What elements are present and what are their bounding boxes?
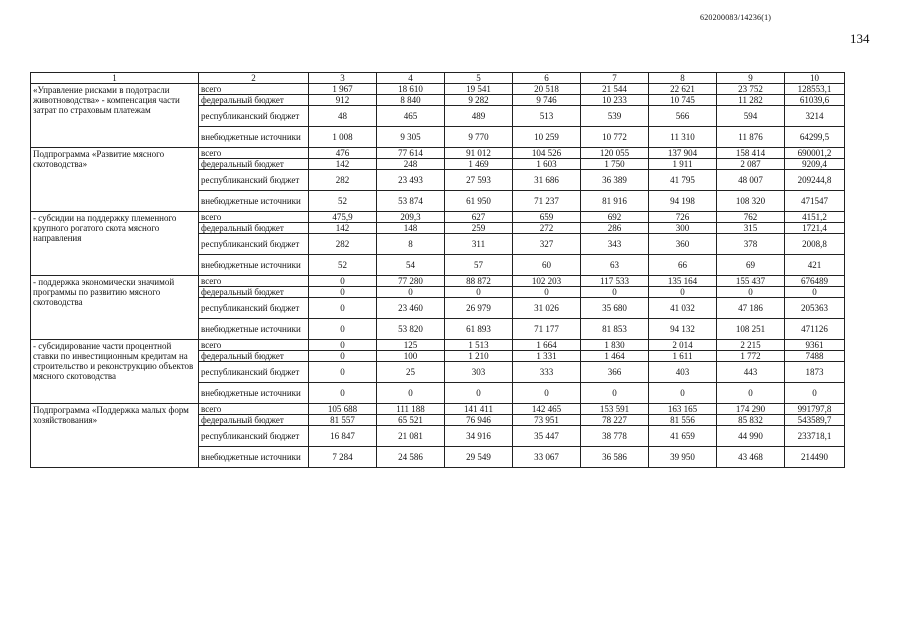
value-cell: 105 688 bbox=[309, 404, 377, 415]
value-cell: 10 745 bbox=[649, 95, 717, 106]
value-cell: 1 603 bbox=[513, 159, 581, 170]
funding-source: республиканский бюджет bbox=[199, 362, 309, 383]
value-cell: 11 282 bbox=[717, 95, 785, 106]
value-cell: 762 bbox=[717, 212, 785, 223]
funding-source: республиканский бюджет bbox=[199, 234, 309, 255]
value-cell: 214490 bbox=[785, 447, 845, 468]
value-cell: 421 bbox=[785, 255, 845, 276]
value-cell: 117 533 bbox=[581, 276, 649, 287]
value-cell: 1 464 bbox=[581, 351, 649, 362]
value-cell: 60 bbox=[513, 255, 581, 276]
value-cell: 53 874 bbox=[377, 191, 445, 212]
value-cell: 1 331 bbox=[513, 351, 581, 362]
funding-source: внебюджетные источники bbox=[199, 383, 309, 404]
funding-source: республиканский бюджет bbox=[199, 106, 309, 127]
value-cell: 108 320 bbox=[717, 191, 785, 212]
value-cell: 19 541 bbox=[445, 84, 513, 95]
column-number: 9 bbox=[717, 73, 785, 84]
value-cell: 659 bbox=[513, 212, 581, 223]
value-cell: 205363 bbox=[785, 298, 845, 319]
value-cell: 66 bbox=[649, 255, 717, 276]
value-cell: 594 bbox=[717, 106, 785, 127]
value-cell: 61 950 bbox=[445, 191, 513, 212]
value-cell: 315 bbox=[717, 223, 785, 234]
value-cell: 23 752 bbox=[717, 84, 785, 95]
budget-table bbox=[30, 72, 845, 468]
value-cell: 128553,1 bbox=[785, 84, 845, 95]
value-cell: 174 290 bbox=[717, 404, 785, 415]
value-cell: 33 067 bbox=[513, 447, 581, 468]
value-cell: 0 bbox=[581, 383, 649, 404]
value-cell: 471547 bbox=[785, 191, 845, 212]
value-cell: 209244,8 bbox=[785, 170, 845, 191]
value-cell: 9 746 bbox=[513, 95, 581, 106]
value-cell: 726 bbox=[649, 212, 717, 223]
value-cell: 27 593 bbox=[445, 170, 513, 191]
value-cell: 10 259 bbox=[513, 127, 581, 148]
value-cell: 1 911 bbox=[649, 159, 717, 170]
value-cell: 0 bbox=[649, 287, 717, 298]
section-description: Подпрограмма «Развитие мясного скотоводства» bbox=[31, 148, 199, 212]
value-cell: 476 bbox=[309, 148, 377, 159]
value-cell: 0 bbox=[785, 383, 845, 404]
value-cell: 25 bbox=[377, 362, 445, 383]
funding-source: федеральный бюджет bbox=[199, 223, 309, 234]
value-cell: 69 bbox=[717, 255, 785, 276]
value-cell: 38 778 bbox=[581, 426, 649, 447]
value-cell: 120 055 bbox=[581, 148, 649, 159]
value-cell: 88 872 bbox=[445, 276, 513, 287]
value-cell: 1 513 bbox=[445, 340, 513, 351]
funding-source: внебюджетные источники bbox=[199, 127, 309, 148]
value-cell: 0 bbox=[309, 383, 377, 404]
value-cell: 23 493 bbox=[377, 170, 445, 191]
value-cell: 0 bbox=[445, 383, 513, 404]
value-cell: 539 bbox=[581, 106, 649, 127]
value-cell: 676489 bbox=[785, 276, 845, 287]
value-cell: 21 544 bbox=[581, 84, 649, 95]
value-cell: 0 bbox=[309, 319, 377, 340]
value-cell: 81 557 bbox=[309, 415, 377, 426]
value-cell: 259 bbox=[445, 223, 513, 234]
value-cell: 282 bbox=[309, 234, 377, 255]
value-cell: 0 bbox=[309, 287, 377, 298]
value-cell: 52 bbox=[309, 255, 377, 276]
value-cell: 163 165 bbox=[649, 404, 717, 415]
funding-source: внебюджетные источники bbox=[199, 319, 309, 340]
column-number: 5 bbox=[445, 73, 513, 84]
value-cell: 48 007 bbox=[717, 170, 785, 191]
column-number: 4 bbox=[377, 73, 445, 84]
table-row bbox=[31, 340, 845, 351]
value-cell: 8 840 bbox=[377, 95, 445, 106]
value-cell: 327 bbox=[513, 234, 581, 255]
value-cell: 52 bbox=[309, 191, 377, 212]
value-cell: 0 bbox=[309, 351, 377, 362]
value-cell: 35 447 bbox=[513, 426, 581, 447]
value-cell: 11 876 bbox=[717, 127, 785, 148]
value-cell: 0 bbox=[785, 287, 845, 298]
funding-source: республиканский бюджет bbox=[199, 170, 309, 191]
funding-source: республиканский бюджет bbox=[199, 298, 309, 319]
value-cell: 85 832 bbox=[717, 415, 785, 426]
funding-source: внебюджетные источники bbox=[199, 255, 309, 276]
value-cell: 3214 bbox=[785, 106, 845, 127]
value-cell: 16 847 bbox=[309, 426, 377, 447]
page-number: 134 bbox=[850, 31, 870, 46]
section-description: - поддержка экономически значимой программы по развитию мясного скотоводства bbox=[31, 276, 199, 340]
value-cell: 35 680 bbox=[581, 298, 649, 319]
value-cell: 366 bbox=[581, 362, 649, 383]
funding-source: внебюджетные источники bbox=[199, 191, 309, 212]
value-cell: 20 518 bbox=[513, 84, 581, 95]
value-cell: 0 bbox=[309, 276, 377, 287]
value-cell: 1 967 bbox=[309, 84, 377, 95]
value-cell: 1 008 bbox=[309, 127, 377, 148]
funding-source: республиканский бюджет bbox=[199, 426, 309, 447]
value-cell: 76 946 bbox=[445, 415, 513, 426]
value-cell: 1721,4 bbox=[785, 223, 845, 234]
value-cell: 11 310 bbox=[649, 127, 717, 148]
value-cell: 94 198 bbox=[649, 191, 717, 212]
value-cell: 77 280 bbox=[377, 276, 445, 287]
funding-source: федеральный бюджет bbox=[199, 415, 309, 426]
section-description: Подпрограмма «Поддержка малых форм хозяйствования» bbox=[31, 404, 199, 468]
value-cell: 272 bbox=[513, 223, 581, 234]
value-cell: 53 820 bbox=[377, 319, 445, 340]
value-cell: 10 233 bbox=[581, 95, 649, 106]
value-cell: 102 203 bbox=[513, 276, 581, 287]
document-code: 620200083/14236(1) bbox=[700, 13, 772, 22]
value-cell: 360 bbox=[649, 234, 717, 255]
value-cell: 1 611 bbox=[649, 351, 717, 362]
value-cell: 333 bbox=[513, 362, 581, 383]
value-cell: 465 bbox=[377, 106, 445, 127]
value-cell: 39 950 bbox=[649, 447, 717, 468]
value-cell: 78 227 bbox=[581, 415, 649, 426]
value-cell: 0 bbox=[581, 287, 649, 298]
value-cell: 31 026 bbox=[513, 298, 581, 319]
value-cell: 41 032 bbox=[649, 298, 717, 319]
value-cell: 155 437 bbox=[717, 276, 785, 287]
section-description: - субсидирование части процентной ставки по инвестиционным кредитам на строительство и реконструкцию объектов мясного скотоводства bbox=[31, 340, 199, 404]
funding-source: всего bbox=[199, 276, 309, 287]
value-cell: 9 770 bbox=[445, 127, 513, 148]
value-cell: 29 549 bbox=[445, 447, 513, 468]
value-cell: 63 bbox=[581, 255, 649, 276]
column-number: 8 bbox=[649, 73, 717, 84]
value-cell: 9209,4 bbox=[785, 159, 845, 170]
value-cell: 4151,2 bbox=[785, 212, 845, 223]
column-number: 10 bbox=[785, 73, 845, 84]
value-cell: 26 979 bbox=[445, 298, 513, 319]
column-number: 7 bbox=[581, 73, 649, 84]
funding-source: федеральный бюджет bbox=[199, 351, 309, 362]
value-cell: 61039,6 bbox=[785, 95, 845, 106]
value-cell: 233718,1 bbox=[785, 426, 845, 447]
funding-source: всего bbox=[199, 404, 309, 415]
value-cell: 2 087 bbox=[717, 159, 785, 170]
value-cell: 1 772 bbox=[717, 351, 785, 362]
column-number: 6 bbox=[513, 73, 581, 84]
value-cell: 81 916 bbox=[581, 191, 649, 212]
value-cell: 0 bbox=[445, 287, 513, 298]
value-cell: 7 284 bbox=[309, 447, 377, 468]
value-cell: 9361 bbox=[785, 340, 845, 351]
value-cell: 108 251 bbox=[717, 319, 785, 340]
section-description: - субсидии на поддержку племенного крупного рогатого скота мясного направления bbox=[31, 212, 199, 276]
value-cell: 142 bbox=[309, 223, 377, 234]
table-body bbox=[31, 73, 845, 468]
value-cell: 36 586 bbox=[581, 447, 649, 468]
value-cell: 23 460 bbox=[377, 298, 445, 319]
section-description: «Управление рисками в подотрасли животноводства» - компенсация части затрат по страховым платежам bbox=[31, 84, 199, 148]
value-cell: 443 bbox=[717, 362, 785, 383]
column-number-row bbox=[31, 73, 845, 84]
value-cell: 692 bbox=[581, 212, 649, 223]
value-cell: 0 bbox=[513, 287, 581, 298]
column-number: 2 bbox=[199, 73, 309, 84]
value-cell: 91 012 bbox=[445, 148, 513, 159]
table-row bbox=[31, 148, 845, 159]
value-cell: 2 215 bbox=[717, 340, 785, 351]
funding-source: всего bbox=[199, 84, 309, 95]
funding-source: всего bbox=[199, 212, 309, 223]
value-cell: 9 305 bbox=[377, 127, 445, 148]
value-cell: 41 795 bbox=[649, 170, 717, 191]
value-cell: 81 556 bbox=[649, 415, 717, 426]
value-cell: 142 465 bbox=[513, 404, 581, 415]
value-cell: 10 772 bbox=[581, 127, 649, 148]
value-cell: 21 081 bbox=[377, 426, 445, 447]
table-row bbox=[31, 276, 845, 287]
value-cell: 513 bbox=[513, 106, 581, 127]
column-number: 1 bbox=[31, 73, 199, 84]
value-cell: 1 750 bbox=[581, 159, 649, 170]
funding-source: внебюджетные источники bbox=[199, 447, 309, 468]
value-cell: 991797,8 bbox=[785, 404, 845, 415]
value-cell: 54 bbox=[377, 255, 445, 276]
funding-source: федеральный бюджет bbox=[199, 159, 309, 170]
value-cell: 34 916 bbox=[445, 426, 513, 447]
value-cell: 209,3 bbox=[377, 212, 445, 223]
value-cell: 378 bbox=[717, 234, 785, 255]
value-cell: 153 591 bbox=[581, 404, 649, 415]
table-row bbox=[31, 84, 845, 95]
value-cell: 8 bbox=[377, 234, 445, 255]
value-cell: 65 521 bbox=[377, 415, 445, 426]
value-cell: 343 bbox=[581, 234, 649, 255]
value-cell: 248 bbox=[377, 159, 445, 170]
value-cell: 0 bbox=[377, 287, 445, 298]
value-cell: 142 bbox=[309, 159, 377, 170]
value-cell: 0 bbox=[309, 340, 377, 351]
value-cell: 0 bbox=[513, 383, 581, 404]
value-cell: 471126 bbox=[785, 319, 845, 340]
value-cell: 44 990 bbox=[717, 426, 785, 447]
value-cell: 135 164 bbox=[649, 276, 717, 287]
table-row bbox=[31, 404, 845, 415]
value-cell: 64299,5 bbox=[785, 127, 845, 148]
value-cell: 0 bbox=[649, 383, 717, 404]
value-cell: 282 bbox=[309, 170, 377, 191]
value-cell: 2008,8 bbox=[785, 234, 845, 255]
value-cell: 7488 bbox=[785, 351, 845, 362]
value-cell: 57 bbox=[445, 255, 513, 276]
value-cell: 137 904 bbox=[649, 148, 717, 159]
value-cell: 125 bbox=[377, 340, 445, 351]
value-cell: 0 bbox=[377, 383, 445, 404]
value-cell: 489 bbox=[445, 106, 513, 127]
value-cell: 403 bbox=[649, 362, 717, 383]
value-cell: 300 bbox=[649, 223, 717, 234]
value-cell: 48 bbox=[309, 106, 377, 127]
value-cell: 1 210 bbox=[445, 351, 513, 362]
value-cell: 22 621 bbox=[649, 84, 717, 95]
funding-source: федеральный бюджет bbox=[199, 287, 309, 298]
value-cell: 912 bbox=[309, 95, 377, 106]
value-cell: 1 830 bbox=[581, 340, 649, 351]
value-cell: 1 469 bbox=[445, 159, 513, 170]
value-cell: 148 bbox=[377, 223, 445, 234]
column-number: 3 bbox=[309, 73, 377, 84]
value-cell: 303 bbox=[445, 362, 513, 383]
value-cell: 0 bbox=[309, 362, 377, 383]
value-cell: 111 188 bbox=[377, 404, 445, 415]
value-cell: 31 686 bbox=[513, 170, 581, 191]
value-cell: 0 bbox=[717, 287, 785, 298]
value-cell: 100 bbox=[377, 351, 445, 362]
value-cell: 311 bbox=[445, 234, 513, 255]
value-cell: 690001,2 bbox=[785, 148, 845, 159]
table-row bbox=[31, 212, 845, 223]
funding-source: всего bbox=[199, 148, 309, 159]
value-cell: 2 014 bbox=[649, 340, 717, 351]
value-cell: 94 132 bbox=[649, 319, 717, 340]
value-cell: 71 177 bbox=[513, 319, 581, 340]
value-cell: 0 bbox=[309, 298, 377, 319]
value-cell: 24 586 bbox=[377, 447, 445, 468]
value-cell: 627 bbox=[445, 212, 513, 223]
funding-source: федеральный бюджет bbox=[199, 95, 309, 106]
value-cell: 286 bbox=[581, 223, 649, 234]
value-cell: 1873 bbox=[785, 362, 845, 383]
value-cell: 104 526 bbox=[513, 148, 581, 159]
value-cell: 0 bbox=[717, 383, 785, 404]
value-cell: 43 468 bbox=[717, 447, 785, 468]
value-cell: 77 614 bbox=[377, 148, 445, 159]
value-cell: 41 659 bbox=[649, 426, 717, 447]
value-cell: 47 186 bbox=[717, 298, 785, 319]
value-cell: 141 411 bbox=[445, 404, 513, 415]
value-cell: 475,9 bbox=[309, 212, 377, 223]
value-cell: 1 664 bbox=[513, 340, 581, 351]
value-cell: 18 610 bbox=[377, 84, 445, 95]
value-cell: 71 237 bbox=[513, 191, 581, 212]
value-cell: 566 bbox=[649, 106, 717, 127]
value-cell: 9 282 bbox=[445, 95, 513, 106]
funding-source: всего bbox=[199, 340, 309, 351]
value-cell: 158 414 bbox=[717, 148, 785, 159]
value-cell: 61 893 bbox=[445, 319, 513, 340]
value-cell: 73 951 bbox=[513, 415, 581, 426]
value-cell: 81 853 bbox=[581, 319, 649, 340]
value-cell: 36 389 bbox=[581, 170, 649, 191]
value-cell: 543589,7 bbox=[785, 415, 845, 426]
